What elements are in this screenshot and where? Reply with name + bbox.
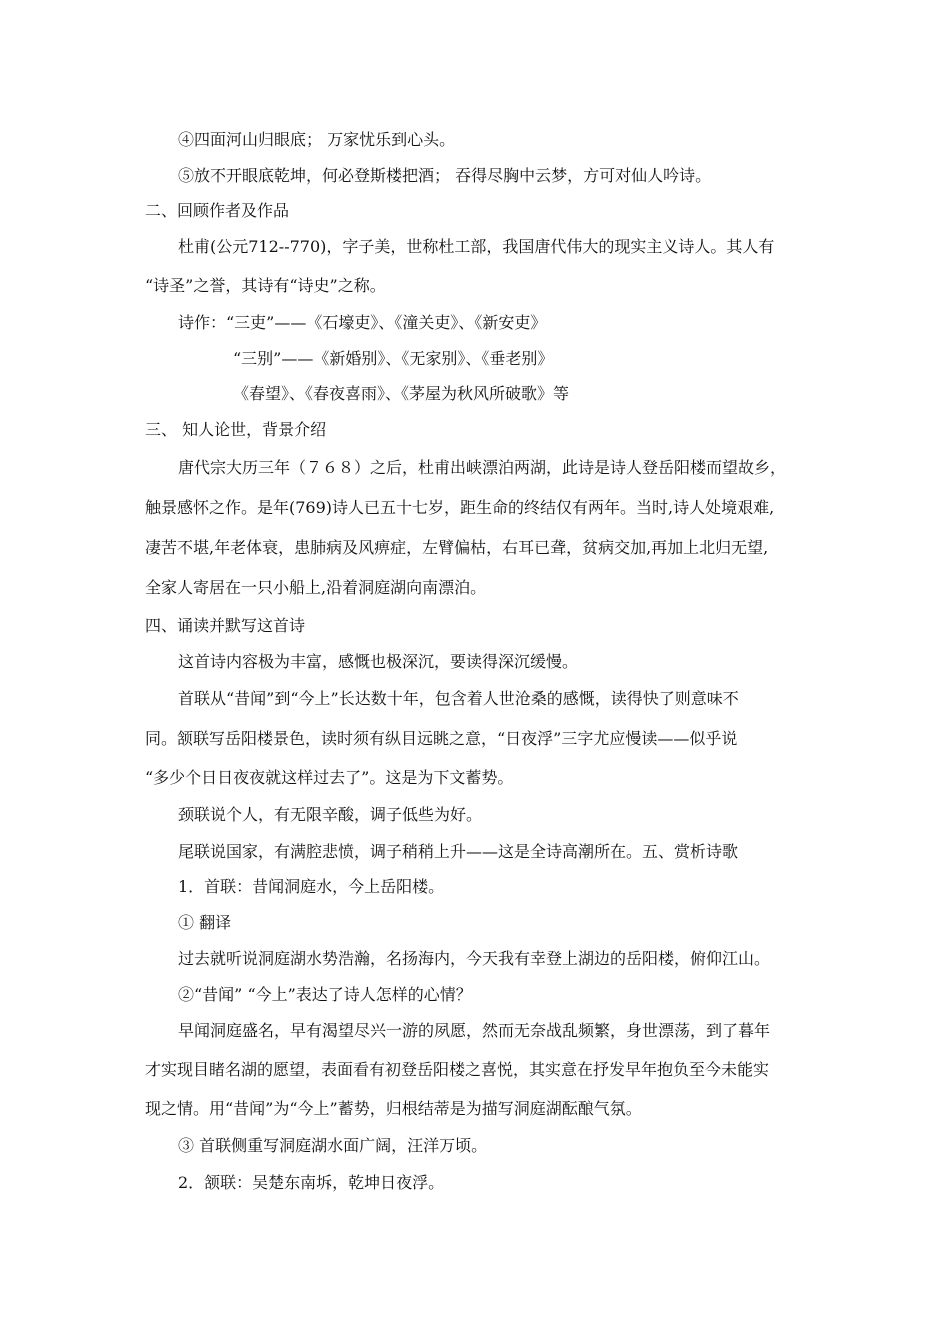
reading-line-3: 同。颔联写岳阳楼景色，读时须有纵目远眺之意，“日夜浮”三字尤应慢读——似乎说 <box>145 729 738 748</box>
couplet-4: ④四面河山归眼底； 万家忧乐到心头。 <box>178 130 456 149</box>
answer-line-2: 才实现目睹名湖的愿望，表面看有初登岳阳楼之喜悦，其实意在抒发早年抱负至今未能实 <box>145 1060 770 1079</box>
reading-line-6: 尾联说国家，有满腔悲愤，调子稍稍上升——这是全诗高潮所在。五、赏析诗歌 <box>178 842 739 861</box>
analysis-item-1: 1．首联：昔闻洞庭水，今上岳阳楼。 <box>178 877 445 896</box>
section-heading-2: 二、回顾作者及作品 <box>145 201 290 220</box>
translation-heading: ① 翻译 <box>178 913 232 932</box>
works-line-3: 《春望》、《春夜喜雨》、《茅屋为秋风所破歌》等 <box>233 384 570 403</box>
answer-line-3: 现之情。用“昔闻”为“今上”蓄势，归根结蒂是为描写洞庭湖酝酿气氛。 <box>145 1099 642 1118</box>
analysis-item-2: 2．颔联：吴楚东南坼，乾坤日夜浮。 <box>178 1173 445 1192</box>
reading-line-4: “多少个日日夜夜就这样过去了”。这是为下文蓄势。 <box>145 768 514 787</box>
works-line-2: “三别”——《新婚别》、《无家别》、《垂老别》 <box>233 349 554 368</box>
couplet-5: ⑤放不开眼底乾坤，何必登斯楼把酒； 吞得尽胸中云梦，方可对仙人吟诗。 <box>178 166 712 185</box>
question-2: ②“昔闻” “今上”表达了诗人怎样的心情？ <box>178 985 472 1004</box>
works-line-1: 诗作：“三吏”——《石壕吏》、《潼关吏》、《新安吏》 <box>178 313 547 332</box>
section-heading-3: 三、 知人论世，背景介绍 <box>145 420 327 439</box>
translation-text: 过去就听说洞庭湖水势浩瀚，名扬海内，今天我有幸登上湖边的岳阳楼，俯仰江山。 <box>178 949 771 968</box>
author-paragraph-line-2: “诗圣”之誉，其诗有“诗史”之称。 <box>145 276 386 295</box>
author-paragraph-line-1: 杜甫(公元712--770)，字子美，世称杜工部，我国唐代伟大的现实主义诗人。其人有 <box>178 237 775 256</box>
background-line-2: 触景感怀之作。是年(769)诗人已五十七岁，距生命的终结仅有两年。当时,诗人处境艰难, <box>145 498 775 517</box>
answer-line-1: 早闻洞庭盛名，早有渴望尽兴一游的夙愿，然而无奈战乱频繁，身世漂荡，到了暮年 <box>178 1021 771 1040</box>
reading-line-2: 首联从“昔闻”到“今上”长达数十年，包含着人世沧桑的感慨，读得快了则意味不 <box>178 689 739 708</box>
section-heading-4: 四、诵读并默写这首诗 <box>145 616 306 635</box>
reading-line-5: 颈联说个人，有无限辛酸，调子低些为好。 <box>178 805 483 824</box>
point-3: ③ 首联侧重写洞庭湖水面广阔，汪洋万顷。 <box>178 1136 488 1155</box>
background-line-3: 凄苦不堪,年老体衰，患肺病及风痹症，左臂偏枯，右耳已聋，贫病交加,再加上北归无望, <box>145 538 769 557</box>
reading-line-1: 这首诗内容极为丰富，感慨也极深沉，要读得深沉缓慢。 <box>178 652 579 671</box>
background-line-4: 全家人寄居在一只小船上,沿着洞庭湖向南漂泊。 <box>145 578 487 597</box>
background-line-1: 唐代宗大历三年（７６８）之后，杜甫出峡漂泊两湖，此诗是诗人登岳阳楼而望故乡， <box>178 458 787 477</box>
